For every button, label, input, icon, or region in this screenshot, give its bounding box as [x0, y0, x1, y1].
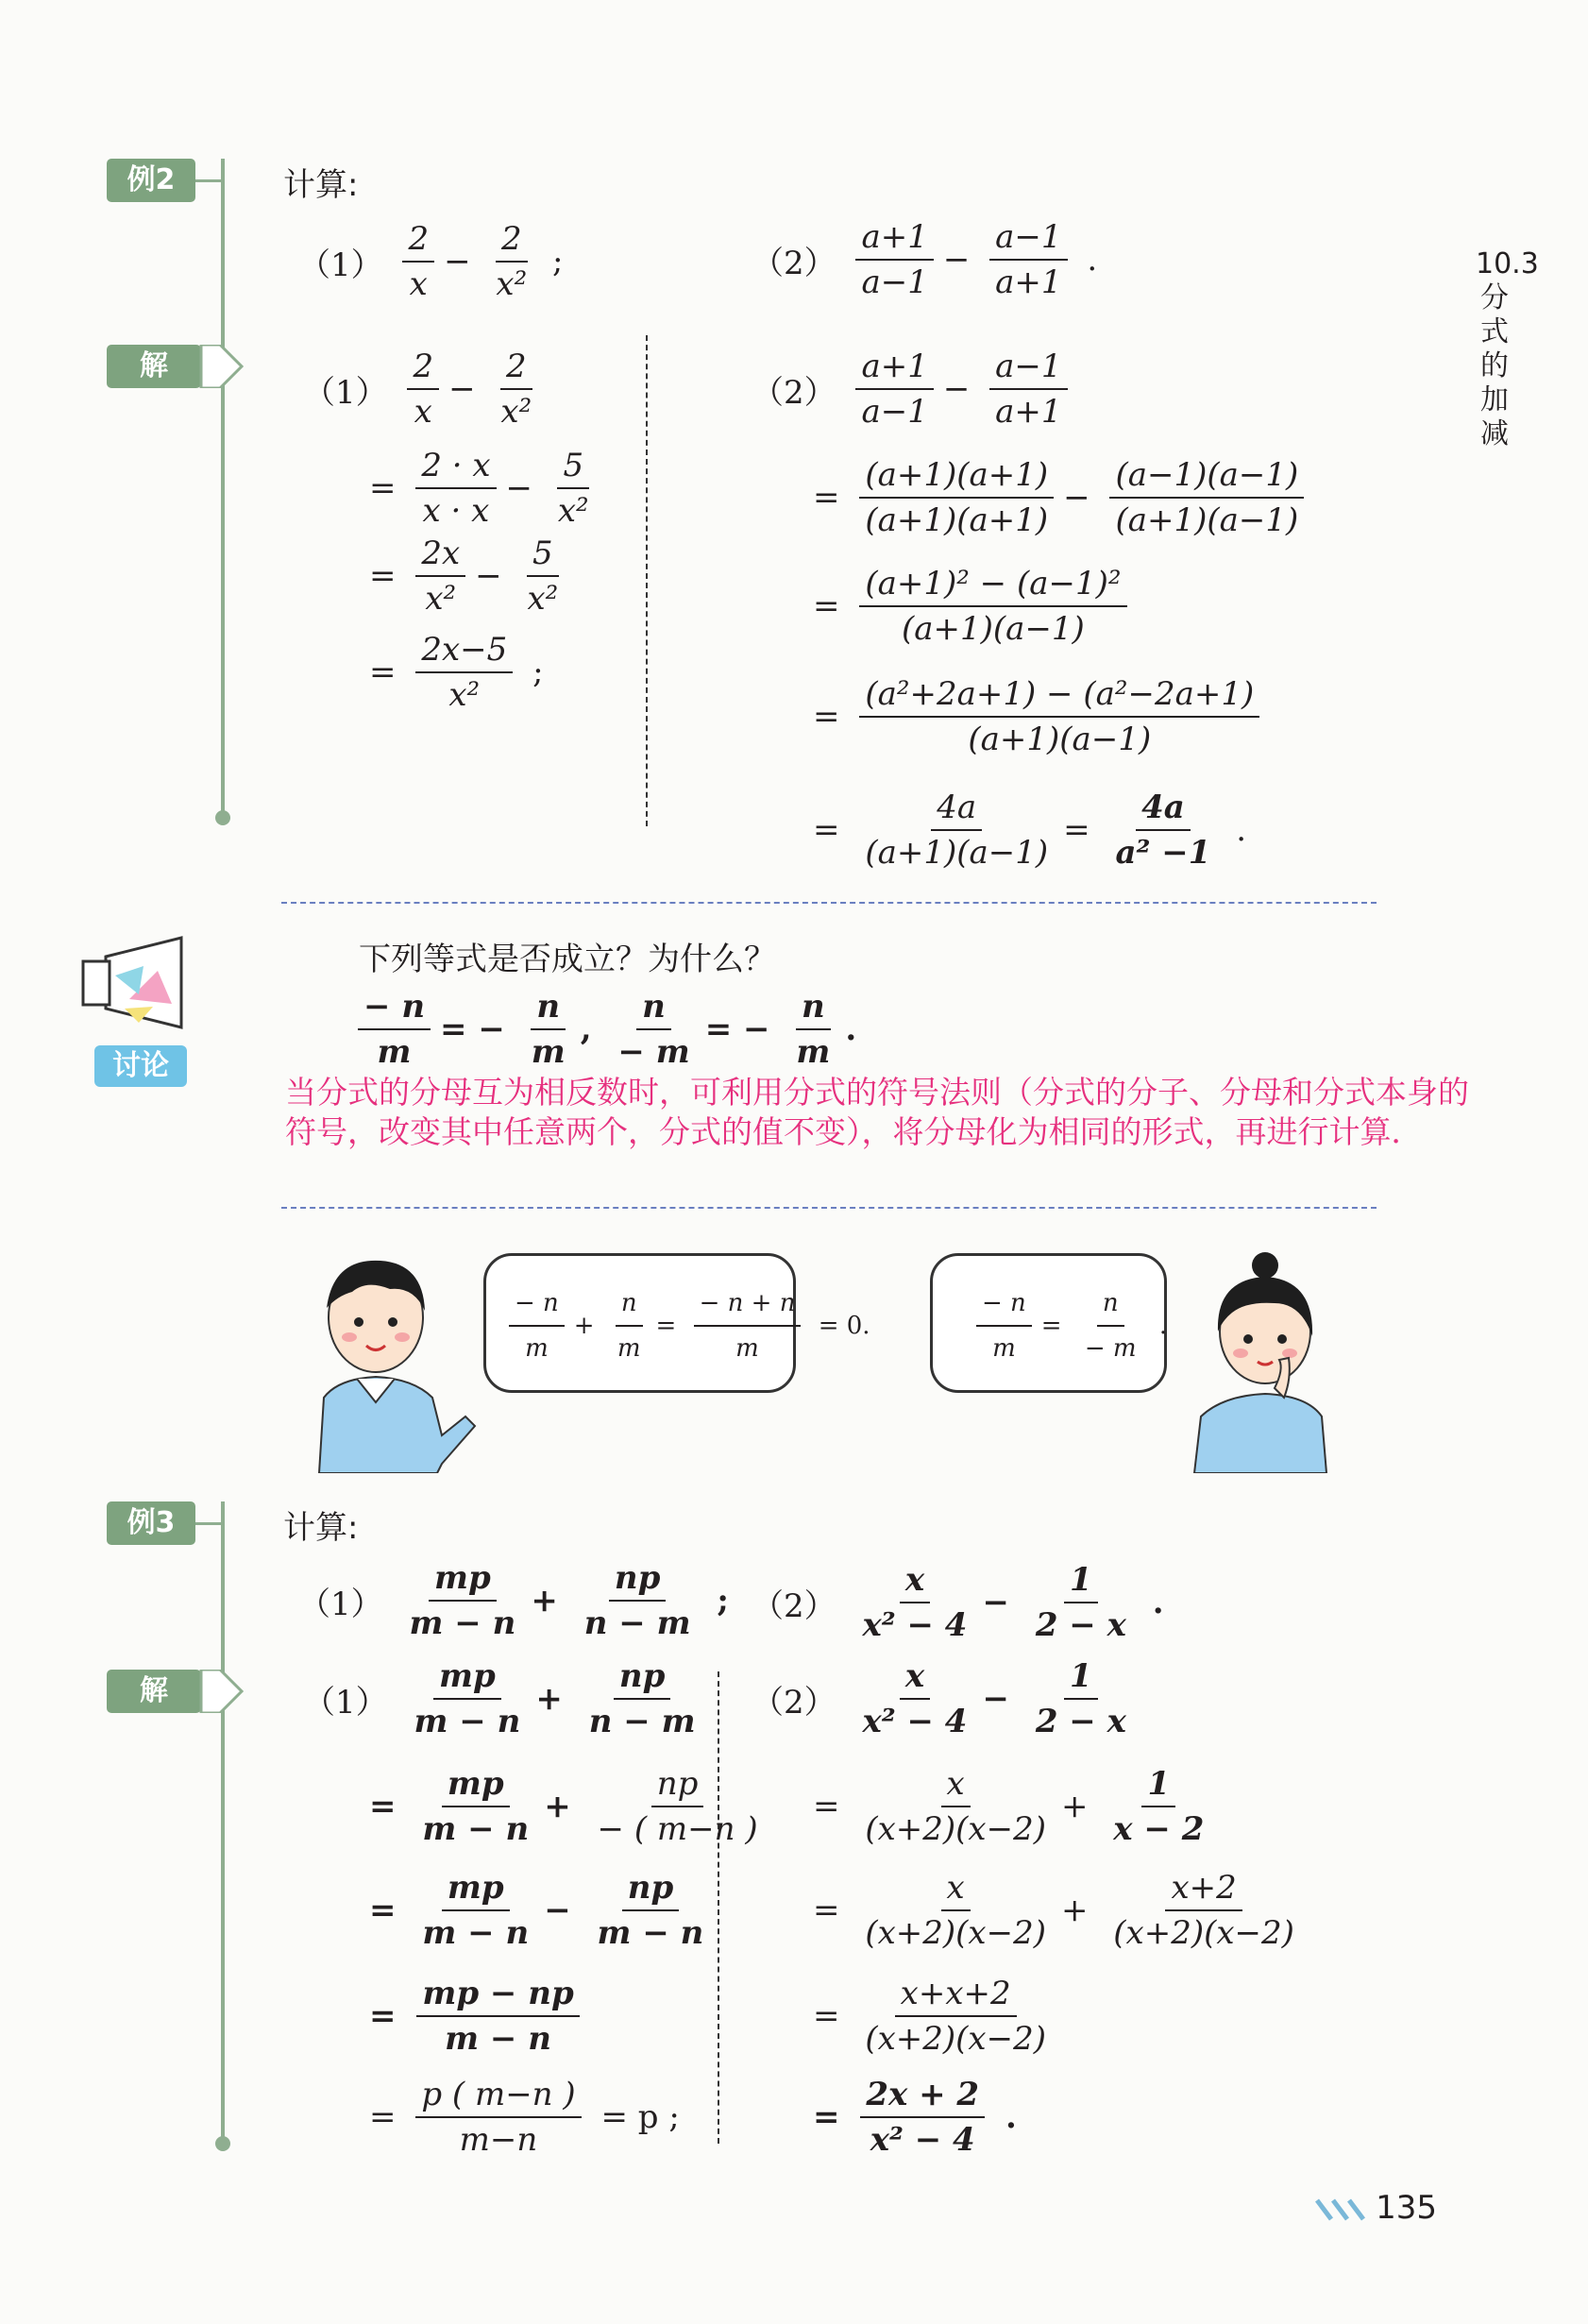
girl-illustration	[1180, 1247, 1331, 1473]
ex3-sol1-line4: = $\frac{mp - np}{m - n}$	[363, 1972, 583, 2061]
sign-rule-note: 当分式的分母互为相反数时，可利用分式的符号法则（分式的分子、分母和分式本身的符号，改变其中任意两个，分式的值不变），将分母化为相同的形式，再进行计算．	[285, 1074, 1469, 1150]
ex3-sol1-line2: = $\frac{mp}{m - n}$ + $\frac{np}{- ( m-n )}$	[363, 1762, 768, 1851]
boy-illustration	[300, 1237, 489, 1473]
side-title: 10.3 分式的加减	[1476, 247, 1539, 450]
ex3-sol2-line2: = $\frac{x}{(x+2)(x-2)}$ + $\frac{1}{x - 2}$	[807, 1762, 1213, 1851]
solution-tag: 解	[140, 1674, 168, 1707]
example-3-timeline	[221, 1501, 225, 2144]
discussion-top-rule	[281, 902, 1377, 904]
solution-tag: 解	[140, 349, 168, 382]
ex3-sol1-line5: = $\frac{p ( m-n )}{m-n}$ = p ;	[363, 2073, 685, 2162]
solution-divider	[646, 335, 648, 826]
ex3-sol2-line4: = $\frac{x+x+2}{(x+2)(x-2)}$	[807, 1972, 1056, 2061]
ex2-sol1-line4: = $\frac{2x-5}{\text{x²}}$ ;	[363, 628, 549, 717]
discussion-bottom-rule	[281, 1207, 1377, 1209]
ex3-sol1-line1: （1） $\frac{mp}{m - n}$ + $\frac{np}{n - m}$	[297, 1654, 705, 1743]
ex3-sol2-line1: （2） $\frac{x}{\text{x² − 4}}$ − $\frac{1}{2 - x}$	[746, 1654, 1136, 1743]
ex3-sol2-line3: = $\frac{x}{(x+2)(x-2)}$ + $\frac{x+2}{(x+2)(x-2)}$	[807, 1866, 1304, 1955]
boy-bubble-equation: $\frac{- n}{m}$ + $\frac{n}{m}$ = $\frac{- n + n}{m}$ = 0.	[505, 1281, 876, 1370]
ex2-sol1-line3: = $\frac{2x}{\text{x²}}$ − $\frac{5}{\text{x²}}$	[363, 532, 567, 620]
example-2-tag: 例2	[107, 159, 195, 202]
ex2-sol1-line1: （1） $\frac{2}{x}$ − $\frac{2}{\text{x²}}$	[297, 345, 541, 433]
ex3-problem-2: （2） $\frac{x}{\text{x² − 4}}$ − $\frac{1}{2 - x}$ .	[746, 1558, 1170, 1647]
ex2-sol2-line5: = $\frac{4a}{(a+1)(a-1)}$ = $\frac{4a}{\text{a² −1}}$ .	[807, 786, 1252, 874]
ex3-sol1-line3: = $\frac{mp}{m - n}$ − $\frac{np}{m - n}$	[363, 1866, 713, 1955]
example-2-timeline	[221, 159, 225, 820]
megaphone-icon	[77, 933, 191, 1037]
page-number: 135	[1376, 2189, 1437, 2227]
ex3-sol2-line5: = $\frac{2x + 2}{\text{x² − 4}}$ .	[807, 2073, 1022, 2162]
solution-divider	[718, 1671, 719, 2144]
ex3-problem-1: （1） $\frac{mp}{m - n}$ + $\frac{np}{n - m}$ ;	[293, 1556, 735, 1645]
page-number-decoration-icon	[1312, 2196, 1378, 2224]
example-2-prompt: 计算:	[283, 166, 359, 204]
discussion-question: 下列等式是否成立？为什么？	[359, 941, 776, 978]
discussion-tag: 讨论	[94, 1045, 187, 1087]
ex2-sol2-line3: = $\frac{\text{(a+1)² − (a−1)²}}{(a+1)(a-1)}$	[807, 562, 1131, 651]
timeline-end-dot	[215, 810, 230, 825]
ex2-sol2-line4: = $\frac{\text{(a²+2a+1) − (a²−2a+1)}}{(a+1)(a-1)}$	[807, 672, 1263, 761]
example-3-prompt: 计算:	[283, 1509, 359, 1547]
example-3-tag: 例3	[107, 1501, 195, 1545]
tag-connector	[195, 179, 224, 182]
girl-bubble-equation: $\frac{- n}{m}$ = $\frac{n}{- m}$ .	[972, 1281, 1173, 1370]
discussion-equations: $\frac{- n}{m}$ = − $\frac{n}{m}$ , $\frac{n}{- m}$ = − $\frac{n}{m}$ .	[354, 985, 862, 1074]
ex2-sol1-line2: = $\frac{2 \cdot x}{x \cdot x}$ − $\frac{5}{\text{x²}}$	[363, 444, 599, 533]
ex2-sol2-line2: = $\frac{(a+1)(a+1)}{(a+1)(a+1)}$ − $\frac{(a-1)(a-1)}{(a+1)(a-1)}$	[807, 453, 1308, 542]
timeline-end-dot	[215, 2136, 230, 2151]
ex2-problem-2: （2） $\frac{a+1}{a-1}$ − $\frac{a-1}{a+1}$ .	[746, 215, 1103, 304]
ex2-sol2-line1: （2） $\frac{a+1}{a-1}$ − $\frac{a-1}{a+1}$	[746, 345, 1072, 433]
tag-connector	[195, 1522, 224, 1525]
ex2-problem-1: （1） $\frac{2}{x}$ − $\frac{2}{\text{x²}}$ ;	[293, 217, 569, 306]
